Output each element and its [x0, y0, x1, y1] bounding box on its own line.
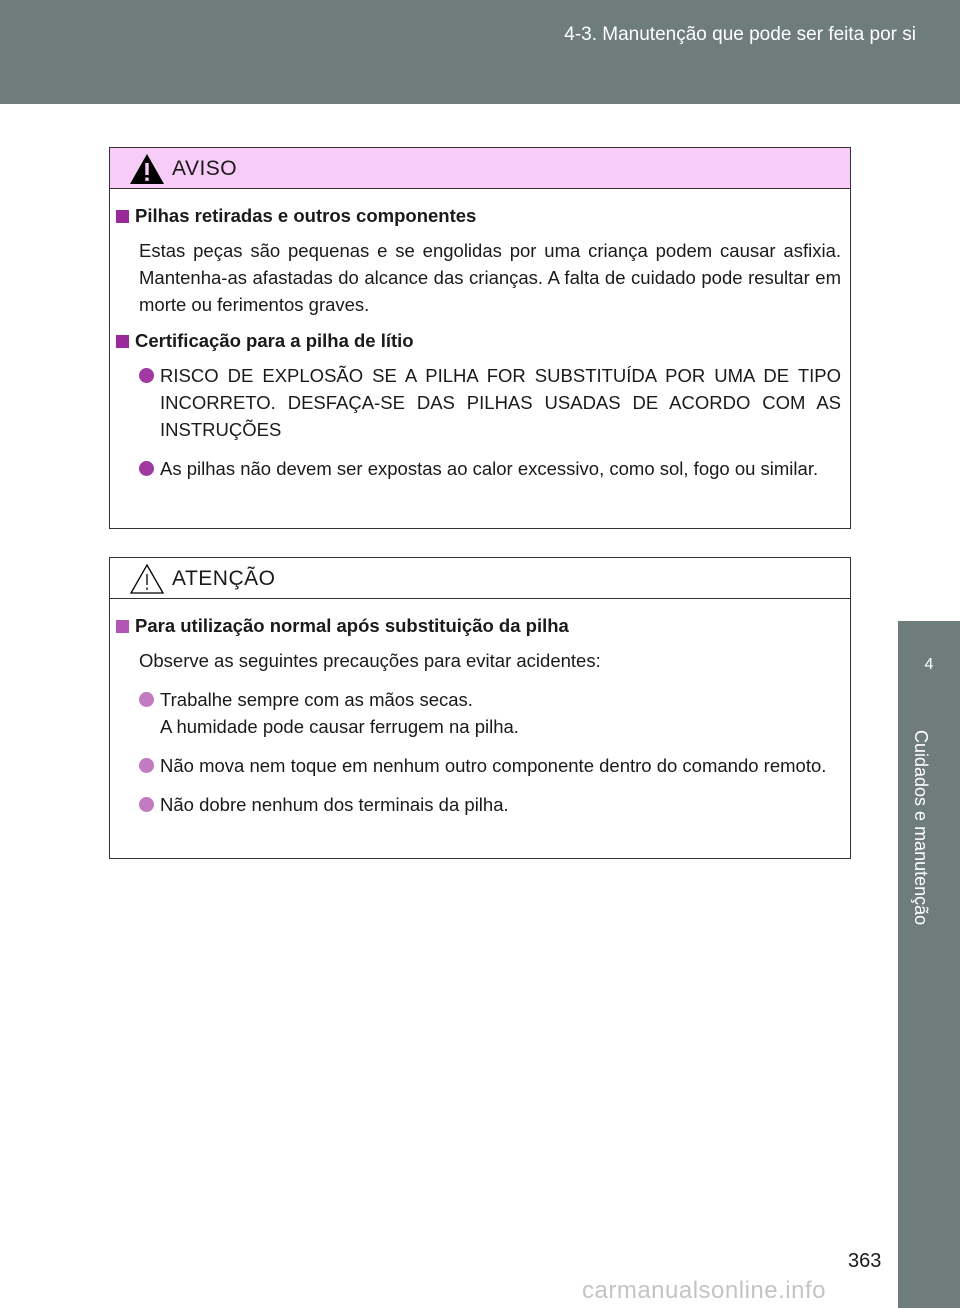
list-item: [139, 791, 841, 818]
section-heading: [116, 205, 841, 227]
warning-box-header: [110, 148, 850, 189]
paragraph: Estas peças são pequenas e se engolidas por uma criança podem causar asfixia. Mantenha-as afastadas do alcance das crianças. A falta de cuidado pode resultar em morte ou ferimentos graves.: [139, 240, 841, 315]
list-item: [139, 686, 841, 740]
chapter-number: 4: [924, 656, 934, 673]
circle-bullet-icon: [139, 461, 154, 476]
list-item-line: A humidade pode causar ferrugem na pilha.: [160, 716, 519, 737]
warning-box: [109, 147, 851, 529]
circle-bullet-icon: [139, 368, 154, 383]
list-item-text: As pilhas não devem ser expostas ao calor excessivo, como sol, fogo ou similar.: [160, 458, 819, 479]
list-item: [139, 752, 841, 779]
page-number: 363: [848, 1250, 882, 1272]
section-heading-text: Pilhas retiradas e outros componentes: [135, 205, 477, 226]
list-item-text: Não dobre nenhum dos terminais da pilha.: [160, 794, 509, 815]
list-item: [139, 455, 841, 482]
square-bullet-icon: [116, 210, 129, 223]
paragraph: Observe as seguintes precauções para evitar acidentes:: [139, 650, 601, 671]
warning-box-body: [110, 189, 850, 482]
chapter-tab: [898, 621, 960, 714]
section-heading-text: Certificação para a pilha de lítio: [135, 330, 414, 351]
square-bullet-icon: [116, 620, 129, 633]
circle-bullet-icon: [139, 758, 154, 773]
square-bullet-icon: [116, 335, 129, 348]
list-item-text: RISCO DE EXPLOSÃO SE A PILHA FOR SUBSTITUÍDA POR UMA DE TIPO INCORRETO. DESFAÇA-SE DAS PILHAS USADAS DE ACORDO COM AS INSTRUÇÕES: [160, 365, 841, 440]
watermark: carmanualsonline.info: [582, 1277, 826, 1304]
warning-filled-icon: [128, 152, 166, 186]
list-item-text: Não mova nem toque em nenhum outro componente dentro do comando remoto.: [160, 755, 827, 776]
caution-box: [109, 557, 851, 859]
circle-bullet-icon: [139, 692, 154, 707]
header-bar: [0, 0, 960, 104]
caution-box-header: [110, 558, 850, 599]
list-item-text: [160, 686, 841, 740]
warning-outline-icon: [128, 562, 166, 596]
section-heading: [116, 615, 841, 637]
chapter-label: Cuidados e manutenção: [911, 730, 931, 926]
section-heading-text: Para utilização normal após substituição da pilha: [135, 615, 569, 636]
section-title: 4-3. Manutenção que pode ser feita por si: [564, 24, 916, 45]
list-item: [139, 362, 841, 443]
section-heading: [116, 330, 841, 352]
warning-box-title: AVISO: [172, 157, 238, 180]
circle-bullet-icon: [139, 797, 154, 812]
list-item-line: Trabalhe sempre com as mãos secas.: [160, 689, 473, 710]
caution-box-title: ATENÇÃO: [172, 567, 276, 590]
caution-box-body: [110, 599, 850, 818]
